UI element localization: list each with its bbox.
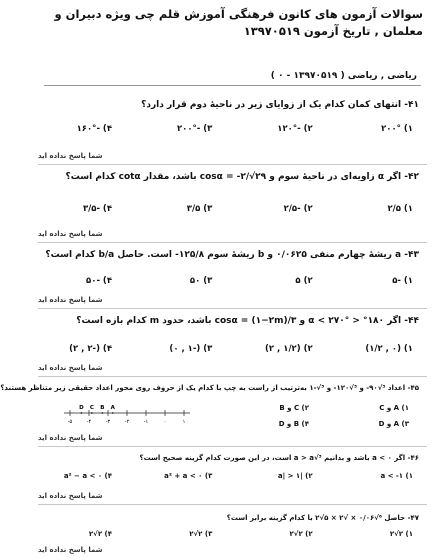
option-1[interactable]: ۱) a < -۱ xyxy=(380,472,413,480)
unanswered-label: شما پاسخ نداده اید xyxy=(38,434,103,442)
option-3[interactable]: ۳) a² + a < ۰ xyxy=(164,472,213,480)
option-3[interactable]: ۳) ۳/۵ xyxy=(186,204,213,214)
question-number: ۴۶- xyxy=(407,454,419,462)
option-2[interactable]: ۲) |a| > ۱ xyxy=(277,472,313,480)
page-title: سوالات آزمون های کانون فرهنگی آموزش قلم چی ویژه دبیران و معلمان , تاریخ آزمون ۱۳۹۷۰۵۱۹ xyxy=(54,7,423,38)
option-1[interactable]: ۱) -۵ xyxy=(392,276,413,286)
question-44 xyxy=(46,316,419,354)
question-47 xyxy=(46,514,419,538)
question-number: ۴۴- xyxy=(404,316,419,326)
question-number: ۴۳- xyxy=(404,250,419,260)
option-3[interactable]: ۳) -۲۰۰° xyxy=(176,124,213,134)
question-body: اعداد ³√۹۰- و ³√۱۲۰- و ³√-۱ به‌ترتیب از راست به چپ با کدام یک از حروف روی محور اعداد حقیقی زیر متناظر هستند؟ xyxy=(0,384,406,392)
number-line-tick-label: -۲ xyxy=(124,419,130,425)
option-4[interactable]: ۴) -۳/۵ xyxy=(82,204,113,214)
subject-header: ریاضی , ریاضی ( ۱۳۹۷۰۵۱۹ - ۰ ) xyxy=(44,68,421,86)
question-text xyxy=(46,316,419,326)
question-text xyxy=(46,250,419,260)
unanswered-label: شما پاسخ نداده اید xyxy=(38,546,103,554)
divider xyxy=(38,446,427,447)
number-line-letter: C xyxy=(89,405,94,411)
option-1[interactable]: ۱) ۲√۲ xyxy=(389,530,413,538)
option-1[interactable]: ۱) (۰ , ۱/۲) xyxy=(365,344,413,354)
question-text xyxy=(46,172,419,182)
option-4[interactable]: ۴) -۵۰ xyxy=(86,276,113,286)
question-text xyxy=(46,454,419,462)
question-body: اگر α زاویه‌ای در ناحیهٔ سوم و cosα = -۲/√۲۹ باشد، مقدار cotα کدام است؟ xyxy=(65,172,402,182)
number-line-tick-label: -۴ xyxy=(86,419,92,425)
number-line-tick-label: -۵ xyxy=(67,419,73,425)
number-line-letter: B xyxy=(100,405,105,411)
divider xyxy=(38,242,427,243)
question-body: اگر ۰ > a باشد و بدانیم ³√a > a است، در این صورت کدام گزینه صحیح است؟ xyxy=(139,454,406,462)
option-3[interactable]: ۳) (-۱ , ۰) xyxy=(169,344,213,354)
option-4[interactable]: ۴) (-۲ , ۲) xyxy=(69,344,113,354)
question-body: حاصل ⁶√۰/۰۶ × √۲ × ۵√۲ با کدام گزینه برابر است؟ xyxy=(226,514,406,522)
number-line-tick-label: -۱ xyxy=(143,419,149,425)
number-line-point xyxy=(91,412,93,414)
number-line-point xyxy=(101,412,103,414)
option-4[interactable]: ۴) B و D xyxy=(278,420,309,428)
option-3[interactable]: ۳) A و D xyxy=(378,420,409,428)
option-1[interactable]: ۱) ۲۰۰° xyxy=(381,124,413,134)
options-row xyxy=(46,124,419,134)
divider xyxy=(38,308,427,309)
option-4[interactable]: ۴) -۱۶۰° xyxy=(76,124,113,134)
option-1[interactable]: ۱) ۲/۵ xyxy=(387,204,413,214)
options-row xyxy=(46,344,419,354)
option-2[interactable]: ۲) C و B xyxy=(279,404,309,412)
number-line-point xyxy=(112,412,114,414)
options-row xyxy=(46,276,419,286)
option-2[interactable]: ۲) ۵ xyxy=(295,276,313,286)
question-text xyxy=(0,384,419,392)
number-line-letter: A xyxy=(110,405,115,411)
option-4[interactable]: ۴) ۲√۲ xyxy=(88,530,113,538)
option-1[interactable]: ۱) A و C xyxy=(379,404,409,412)
option-4[interactable]: ۴) a² − a < ۰ xyxy=(63,472,113,480)
number-line-tick-label: -۳ xyxy=(105,419,111,425)
unanswered-label: شما پاسخ نداده اید xyxy=(38,152,103,160)
unanswered-label: شما پاسخ نداده اید xyxy=(38,492,103,500)
question-number: ۴۷- xyxy=(407,514,419,522)
number-line-graphic xyxy=(62,403,192,425)
number-line-letter: D xyxy=(79,405,84,411)
option-2[interactable]: ۲) -۲/۵ xyxy=(283,204,313,214)
question-43 xyxy=(46,250,419,286)
divider xyxy=(38,376,427,377)
number-line xyxy=(62,403,192,425)
question-text xyxy=(46,514,419,522)
number-line-point xyxy=(81,412,83,414)
options-row xyxy=(46,472,419,480)
question-42 xyxy=(46,172,419,214)
question-body: انتهای کمان کدام یک از زوایای زیر در ناحیهٔ دوم قرار دارد؟ xyxy=(141,100,402,110)
question-body: a ریشهٔ چهارم منفی ۰/۰۶۲۵ و b ریشهٔ سوم ۱۲۵/۸- است. حاصل b/a کدام است؟ xyxy=(45,250,402,260)
number-line-tick-label: ۱ xyxy=(182,419,186,425)
option-3[interactable]: ۳) ۲√۲ xyxy=(189,530,213,538)
unanswered-label: شما پاسخ نداده اید xyxy=(38,296,103,304)
question-41 xyxy=(46,100,419,134)
unanswered-label: شما پاسخ نداده اید xyxy=(38,364,103,372)
question-body: اگر ۱۸۰° < α < ۲۷۰° و cosα = (۱−۲m)/۳ باشد، حدود m کدام بازه است؟ xyxy=(76,316,402,326)
unanswered-label: شما پاسخ نداده اید xyxy=(38,230,103,238)
question-46 xyxy=(46,454,419,480)
options-row xyxy=(46,204,419,214)
question-text xyxy=(46,100,419,110)
divider xyxy=(38,504,427,505)
option-2[interactable]: ۲) ۲√۲ xyxy=(289,530,313,538)
question-number: ۴۵- xyxy=(407,384,419,392)
option-2[interactable]: ۲) -۱۲۰° xyxy=(277,124,313,134)
option-3[interactable]: ۳) ۵۰ xyxy=(189,276,213,286)
options-row xyxy=(46,530,419,538)
number-line-tick-label: ۰ xyxy=(163,419,167,425)
option-2[interactable]: ۲) (۱/۲ , ۲) xyxy=(265,344,313,354)
question-number: ۴۲- xyxy=(404,172,419,182)
question-number: ۴۱- xyxy=(404,100,419,110)
divider xyxy=(38,164,427,165)
